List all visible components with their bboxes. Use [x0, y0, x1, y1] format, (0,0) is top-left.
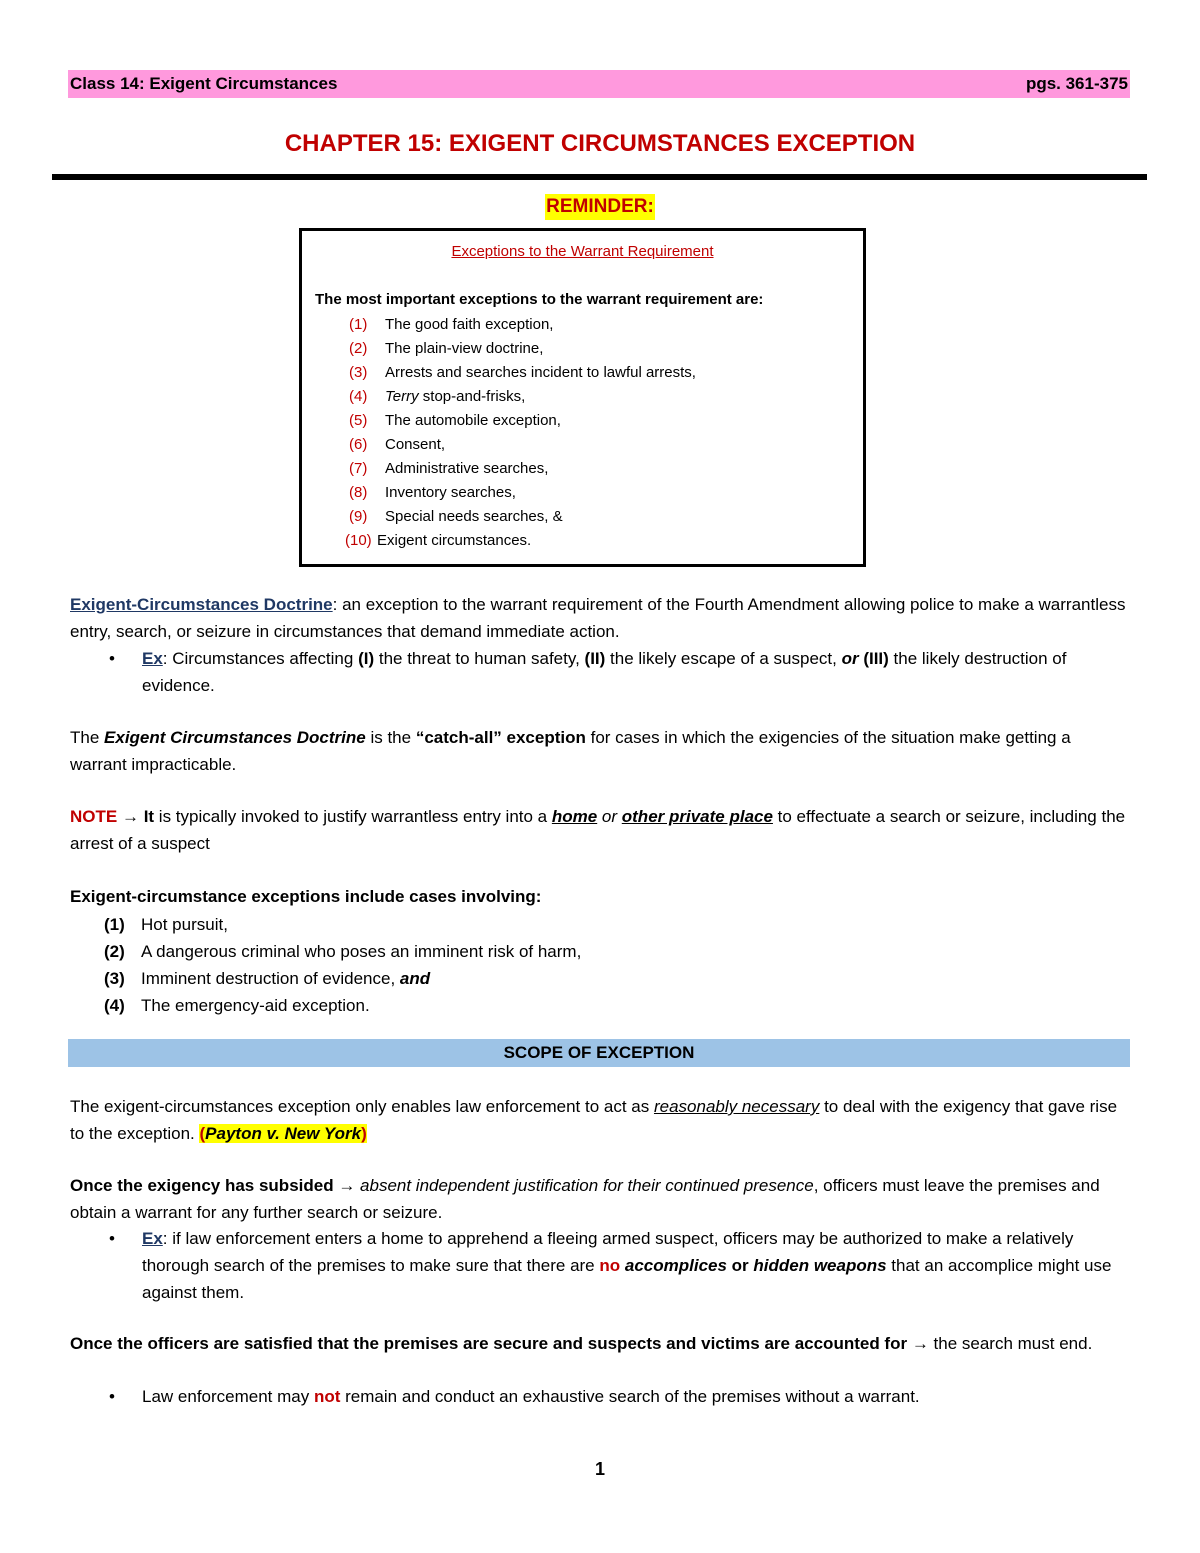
note-paragraph: NOTE → It is typically invoked to justify warrantless entry into a home or other private place to effectuate a search or seizure, including the arrest of a suspect: [70, 807, 1126, 853]
list-item: (5) The automobile exception,: [349, 412, 561, 429]
case-citation: Payton v. New York: [205, 1124, 362, 1143]
bullet-icon: •: [109, 1229, 115, 1248]
catch-all-paragraph: The Exigent Circumstances Doctrine is the “catch-all” exception for cases in which the exigencies of the situation make getting a warrant impracticable.: [70, 728, 1071, 774]
list-item: (3) Imminent destruction of evidence, and: [104, 969, 431, 988]
list-item: (4) Terry stop-and-frisks,: [349, 388, 526, 405]
doctrine-definition: Exigent-Circumstances Doctrine: an exception to the warrant requirement of the Fourth Amendment allowing police to make a warrantless entry, search, or seizure in circumstances that demand immediate action.: [70, 595, 1126, 641]
reminder-box: [299, 228, 866, 567]
list-item: (1) The good faith exception,: [349, 316, 554, 333]
reminder-box-intro: The most important exceptions to the warrant requirement are:: [315, 291, 764, 308]
reminder-box-title: Exceptions to the Warrant Requirement: [451, 243, 714, 260]
exigent-exceptions-list: [104, 911, 581, 1019]
list-item: (4) The emergency-aid exception.: [104, 996, 370, 1015]
chapter-title: CHAPTER 15: EXIGENT CIRCUMSTANCES EXCEPTION: [284, 130, 916, 157]
bullet-icon: •: [109, 649, 115, 668]
subsided-example: Ex: if law enforcement enters a home to apprehend a fleeing armed suspect, officers may be authorized to make a relatively thorough search of the premises to make sure that there are no accomplices or hidden weapons that an accomplice might use against them.: [142, 1229, 1112, 1302]
doctrine-example: Ex: Circumstances affecting (I) the threat to human safety, (II) the likely escape of a suspect, or (III) the likely destruction of evidence.: [142, 649, 1067, 695]
list-item: (10) Exigent circumstances.: [345, 532, 532, 549]
scope-section-heading: SCOPE OF EXCEPTION: [68, 1039, 1130, 1067]
reminder-label: REMINDER:: [545, 194, 655, 220]
list-item: (2) A dangerous criminal who poses an imminent risk of harm,: [104, 942, 582, 961]
header-page-range: pgs. 361-375: [1025, 74, 1128, 93]
doctrine-term: Exigent-Circumstances Doctrine: [70, 595, 333, 614]
satisfied-paragraph: Once the officers are satisfied that the premises are secure and suspects and victims are accounted for → the search must end.: [70, 1334, 1093, 1353]
header-class-title: Class 14: Exigent Circumstances: [70, 74, 338, 93]
list-item: (7) Administrative searches,: [349, 460, 549, 477]
title-divider: [52, 174, 1147, 180]
list-item: (3) Arrests and searches incident to lawful arrests,: [349, 364, 696, 381]
exceptions-include-heading: Exigent-circumstance exceptions include cases involving:: [70, 887, 542, 906]
page-number: 1: [594, 1459, 605, 1479]
page-header: [68, 70, 1130, 98]
list-item: (1) Hot pursuit,: [104, 915, 228, 934]
list-item: (6) Consent,: [349, 436, 446, 453]
warrant-exceptions-list: [345, 313, 696, 553]
list-item: (2) The plain-view doctrine,: [349, 340, 544, 357]
subsided-paragraph: Once the exigency has subsided → absent independent justification for their continued presence, officers must leave the premises and obtain a warrant for any further search or seizure.: [70, 1176, 1100, 1222]
scope-paragraph: The exigent-circumstances exception only enables law enforcement to act as reasonably necessary to deal with the exigency that gave rise to the exception. (Payton v. New York): [70, 1097, 1118, 1143]
bullet-icon: •: [109, 1387, 115, 1406]
list-item: (8) Inventory searches,: [349, 484, 516, 501]
list-item: (9) Special needs searches, &: [349, 508, 563, 525]
satisfied-bullet: Law enforcement may not remain and conduct an exhaustive search of the premises without a warrant.: [142, 1387, 920, 1406]
